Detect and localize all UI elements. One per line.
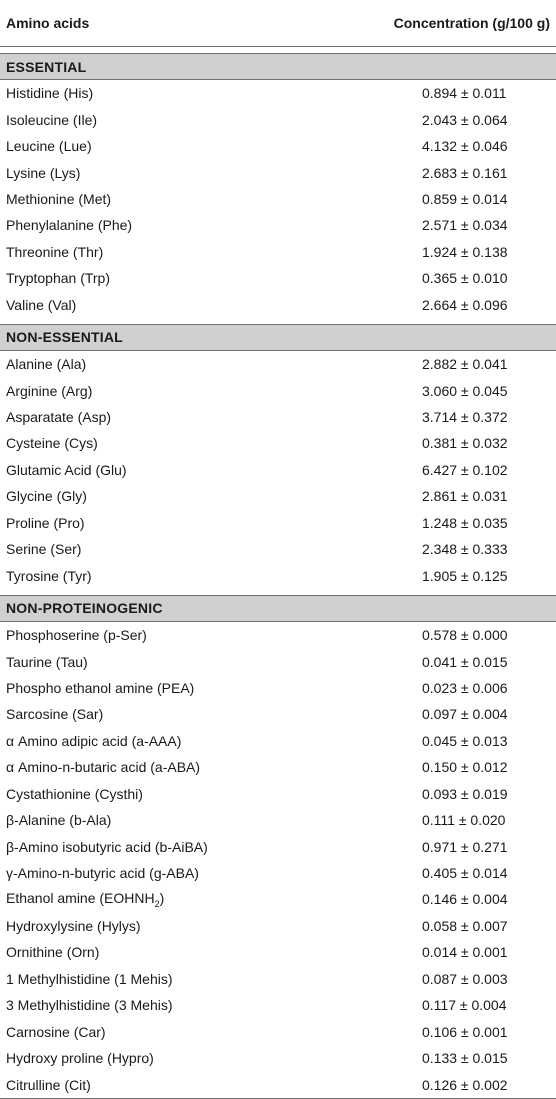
amino-acid-name-text: Histidine (His) xyxy=(6,85,94,102)
amino-acid-name xyxy=(0,80,386,107)
amino-acid-name-text: Ethanol amine (EOHNH xyxy=(6,890,155,907)
amino-acid-name xyxy=(0,913,386,939)
amino-acid-name-text: Cystathionine (Cysthi) xyxy=(6,785,143,802)
concentration-value: 2.571 ± 0.034 xyxy=(422,217,508,234)
amino-acid-name xyxy=(0,133,386,159)
table-row xyxy=(0,133,556,159)
concentration-value: 3.060 ± 0.045 xyxy=(422,382,508,399)
section-spacer xyxy=(0,47,556,54)
table-row xyxy=(0,1018,556,1044)
table-row xyxy=(0,966,556,992)
table-row xyxy=(0,886,556,912)
table-row xyxy=(0,701,556,727)
concentration-value: 0.058 ± 0.007 xyxy=(422,917,508,934)
concentration-value: 0.097 ± 0.004 xyxy=(422,706,508,723)
table-row xyxy=(0,239,556,265)
concentration-value: 0.023 ± 0.006 xyxy=(422,679,508,696)
amino-acid-name-text: Phosphoserine (p-Ser) xyxy=(6,627,147,644)
concentration-value: 0.014 ± 0.001 xyxy=(422,944,508,961)
amino-acid-name-text: Tryptophan (Trp) xyxy=(6,270,110,287)
table-row xyxy=(0,833,556,859)
amino-acid-name-text: Hydroxy proline (Hypro) xyxy=(6,1050,154,1067)
section-header-row xyxy=(0,54,556,80)
concentration-value: 0.894 ± 0.011 xyxy=(422,85,507,102)
amino-acid-name-text: Cysteine (Cys) xyxy=(6,435,98,452)
concentration-value: 0.578 ± 0.000 xyxy=(422,627,508,644)
header-concentration: Concentration (g/100 g) xyxy=(386,0,556,47)
concentration-value: 3.714 ± 0.372 xyxy=(422,409,508,426)
amino-acid-name xyxy=(0,1045,386,1071)
table-row xyxy=(0,728,556,754)
concentration-value: 0.146 ± 0.004 xyxy=(422,891,508,908)
amino-acid-name xyxy=(0,701,386,727)
table-row xyxy=(0,754,556,780)
table-row xyxy=(0,913,556,939)
table-row xyxy=(0,483,556,509)
table-row xyxy=(0,562,556,588)
table-row xyxy=(0,939,556,965)
amino-acid-name xyxy=(0,807,386,833)
amino-acid-name xyxy=(0,675,386,701)
amino-acid-name-text: Ornithine (Orn) xyxy=(6,944,100,961)
section-title: NON-PROTEINOGENIC xyxy=(0,595,556,621)
concentration-value: 6.427 ± 0.102 xyxy=(422,461,508,478)
amino-acid-name-text: Carnosine (Car) xyxy=(6,1023,106,1040)
concentration-value: 0.365 ± 0.010 xyxy=(422,270,508,287)
concentration-value: 0.117 ± 0.004 xyxy=(422,997,507,1014)
table-body xyxy=(0,47,556,1099)
amino-acid-name xyxy=(0,860,386,886)
amino-acid-name xyxy=(0,159,386,185)
amino-acid-name-text: α Amino adipic acid (a-AAA) xyxy=(6,732,182,749)
amino-acid-name xyxy=(0,1018,386,1044)
amino-acid-name-text: Alanine (Ala) xyxy=(6,356,87,373)
amino-acid-name xyxy=(0,966,386,992)
table-row xyxy=(0,992,556,1018)
header-amino-acids: Amino acids xyxy=(0,0,386,47)
amino-acid-name xyxy=(0,992,386,1018)
table-row xyxy=(0,106,556,132)
amino-acid-name xyxy=(0,621,386,648)
concentration-value: 0.126 ± 0.002 xyxy=(386,1071,556,1098)
amino-acid-name-text: Tyrosine (Tyr) xyxy=(6,567,92,584)
amino-acid-name-text: Methionine (Met) xyxy=(6,190,112,207)
amino-acid-name-text: Hydroxylysine (Hylys) xyxy=(6,917,141,934)
amino-acid-name xyxy=(0,239,386,265)
concentration-value: 0.150 ± 0.012 xyxy=(422,759,508,776)
table-row xyxy=(0,621,556,648)
section-title: ESSENTIAL xyxy=(0,54,556,80)
concentration-value: 2.683 ± 0.161 xyxy=(422,164,508,181)
amino-acid-name xyxy=(0,728,386,754)
table-row xyxy=(0,1071,556,1098)
table-row xyxy=(0,860,556,886)
amino-acid-name xyxy=(0,754,386,780)
amino-acid-name xyxy=(0,483,386,509)
table-row xyxy=(0,430,556,456)
amino-acid-name xyxy=(0,186,386,212)
table-row xyxy=(0,404,556,430)
amino-acid-name-text: γ-Amino-n-butyric acid (g-ABA) xyxy=(6,865,199,882)
table-row xyxy=(0,807,556,833)
table-row xyxy=(0,1045,556,1071)
amino-acid-name xyxy=(0,404,386,430)
amino-acid-name xyxy=(0,377,386,403)
concentration-value: 0.405 ± 0.014 xyxy=(422,865,508,882)
amino-acid-name xyxy=(0,886,386,912)
concentration-value: 0.093 ± 0.019 xyxy=(422,785,508,802)
amino-acid-name-text: Glutamic Acid (Glu) xyxy=(6,461,127,478)
amino-acid-name xyxy=(0,536,386,562)
amino-acid-name-text: β-Alanine (b-Ala) xyxy=(6,812,112,829)
amino-acid-name-text: Lysine (Lys) xyxy=(6,164,81,181)
amino-acid-name-text: Proline (Pro) xyxy=(6,514,85,531)
concentration-value: 2.882 ± 0.041 xyxy=(422,356,508,373)
amino-acid-name xyxy=(0,939,386,965)
table-header-row xyxy=(0,0,556,47)
amino-acid-name xyxy=(0,833,386,859)
concentration-value: 1.924 ± 0.138 xyxy=(422,243,508,260)
table-row xyxy=(0,781,556,807)
amino-acid-name-text: 3 Methylhistidine (3 Mehis) xyxy=(6,997,173,1014)
amino-acid-name-text: Isoleucine (Ile) xyxy=(6,111,98,128)
amino-acid-name-text: α Amino-n-butaric acid (a-ABA) xyxy=(6,759,201,776)
concentration-value: 2.348 ± 0.333 xyxy=(422,541,508,558)
table-row xyxy=(0,159,556,185)
table-row xyxy=(0,536,556,562)
concentration-value: 0.133 ± 0.015 xyxy=(422,1050,508,1067)
amino-acid-name xyxy=(0,510,386,536)
concentration-value: 1.905 ± 0.125 xyxy=(422,567,508,584)
concentration-value: 0.971 ± 0.271 xyxy=(422,838,508,855)
concentration-value: 2.861 ± 0.031 xyxy=(422,488,508,505)
amino-acid-name-text: Sarcosine (Sar) xyxy=(6,706,104,723)
amino-acid-name-text: Arginine (Arg) xyxy=(6,382,93,399)
section-header-row xyxy=(0,595,556,621)
amino-acid-name xyxy=(0,562,386,588)
amino-acid-name-text: β-Amino isobutyric acid (b-AiBA) xyxy=(6,838,208,855)
amino-acid-name-text: Valine (Val) xyxy=(6,296,77,313)
table-row xyxy=(0,510,556,536)
amino-acid-name-text: Leucine (Lue) xyxy=(6,138,92,155)
concentration-value: 0.041 ± 0.015 xyxy=(422,653,508,670)
amino-acid-name-text: Threonine (Thr) xyxy=(6,243,104,260)
table-row xyxy=(0,377,556,403)
table-row xyxy=(0,350,556,377)
table-row xyxy=(0,292,556,318)
concentration-value: 0.045 ± 0.013 xyxy=(422,732,508,749)
amino-acid-name-text: Asparatate (Asp) xyxy=(6,409,112,426)
amino-acid-name-text: Phospho ethanol amine (PEA) xyxy=(6,679,195,696)
amino-acid-name-text: Serine (Ser) xyxy=(6,541,82,558)
amino-acid-name xyxy=(0,106,386,132)
amino-acid-name-text: Phenylalanine (Phe) xyxy=(6,217,133,234)
amino-acid-name-text: 1 Methylhistidine (1 Mehis) xyxy=(6,970,173,987)
table-row xyxy=(0,457,556,483)
amino-acid-name xyxy=(0,1071,386,1098)
table-row xyxy=(0,212,556,238)
amino-acid-name-tail: ) xyxy=(159,890,165,907)
amino-acid-name-subscript: 2 xyxy=(154,898,160,909)
amino-acid-name xyxy=(0,265,386,291)
concentration-value: 0.381 ± 0.032 xyxy=(422,435,508,452)
amino-acid-name xyxy=(0,212,386,238)
amino-acid-name xyxy=(0,292,386,318)
concentration-value: 0.106 ± 0.001 xyxy=(422,1023,508,1040)
concentration-value: 0.111 ± 0.020 xyxy=(422,812,506,829)
concentration-value: 1.248 ± 0.035 xyxy=(422,514,508,531)
amino-acid-name-text: Citrulline (Cit) xyxy=(6,1076,91,1093)
concentration-value: 4.132 ± 0.046 xyxy=(422,138,508,155)
concentration-value: 2.664 ± 0.096 xyxy=(422,296,508,313)
table-row xyxy=(0,80,556,107)
table-row xyxy=(0,648,556,674)
table-row xyxy=(0,675,556,701)
amino-acid-name-text: Taurine (Tau) xyxy=(6,653,88,670)
section-title: NON-ESSENTIAL xyxy=(0,324,556,350)
table-row xyxy=(0,186,556,212)
table-row xyxy=(0,265,556,291)
concentration-value: 0.859 ± 0.014 xyxy=(422,190,508,207)
concentration-value: 2.043 ± 0.064 xyxy=(422,111,508,128)
concentration-value: 0.087 ± 0.003 xyxy=(422,970,508,987)
amino-acid-name xyxy=(0,781,386,807)
amino-acid-name xyxy=(0,457,386,483)
amino-acid-name xyxy=(0,350,386,377)
amino-acid-name xyxy=(0,430,386,456)
amino-acid-name xyxy=(0,648,386,674)
amino-acid-name-text: Glycine (Gly) xyxy=(6,488,87,505)
section-header-row xyxy=(0,324,556,350)
